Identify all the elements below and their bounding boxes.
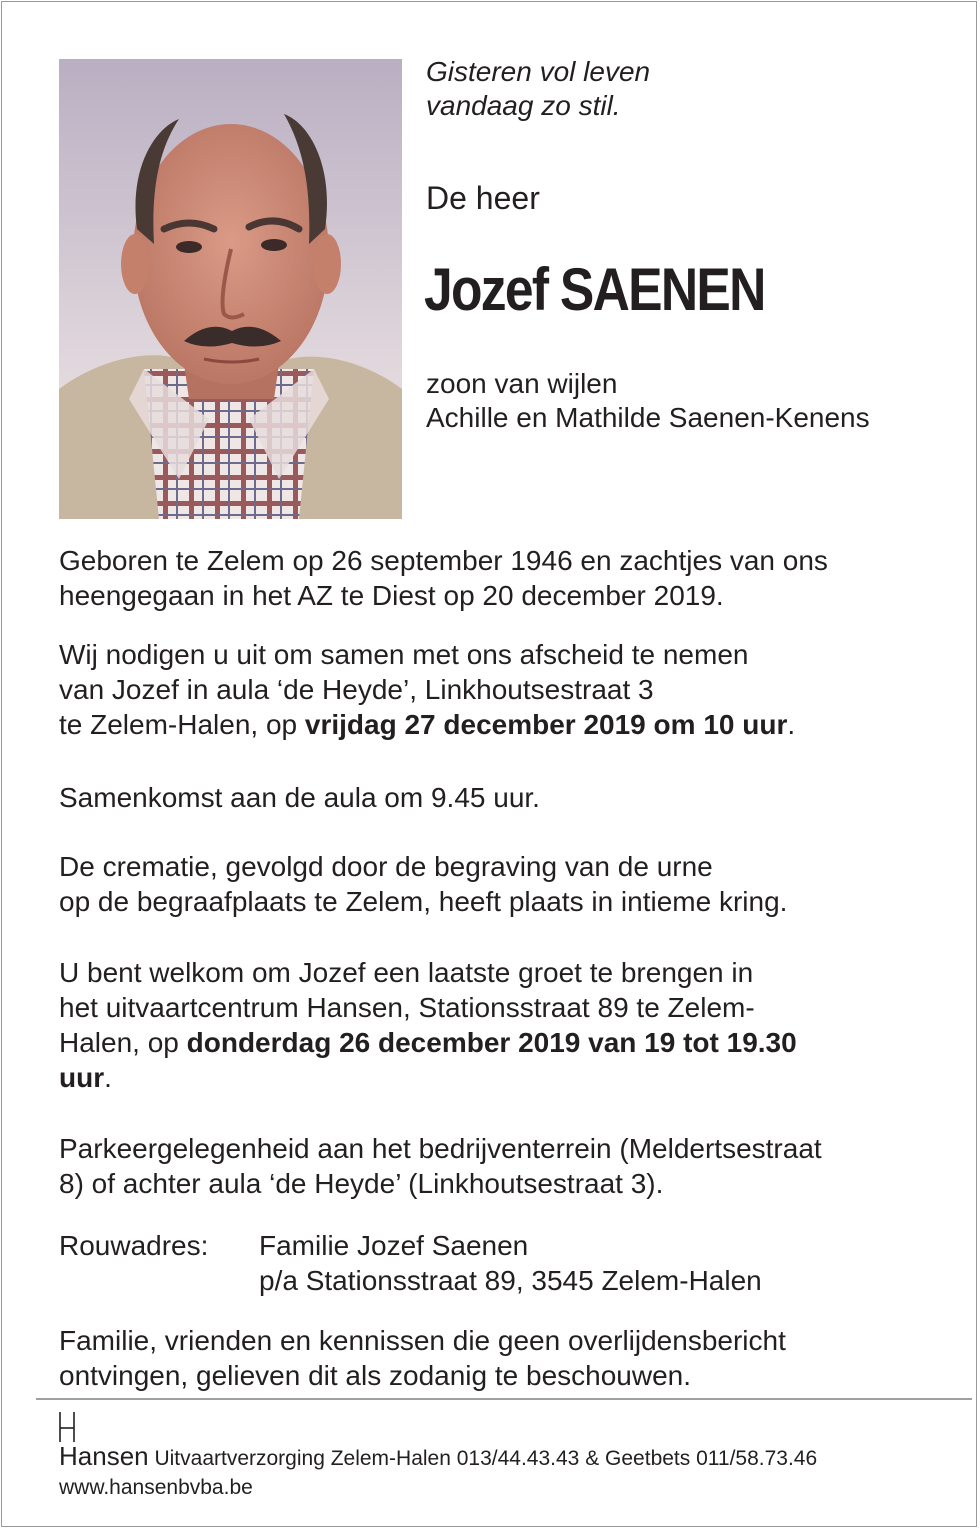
invitation-line-3 <box>59 707 929 742</box>
birth-line-2: heengegaan in het AZ te Diest op 20 december 2019. <box>59 580 724 611</box>
parents-line-1: zoon van wijlen <box>426 368 618 399</box>
parents-line-2: Achille en Mathilde Saenen-Kenens <box>426 402 870 433</box>
footer-divider <box>36 1398 972 1400</box>
brand-name: Hansen <box>59 1441 149 1471</box>
parents-info <box>426 367 870 435</box>
invitation-line-1: Wij nodigen u uit om samen met ons afscheid te nemen <box>59 639 749 670</box>
invitation-paragraph <box>59 637 929 742</box>
visitation-line-2: het uitvaartcentrum Hansen, Stationsstraat 89 te Zelem- <box>59 992 755 1023</box>
visitation-prefix: Halen, op <box>59 1027 187 1058</box>
notice-line-1: Familie, vrienden en kennissen die geen overlijdensbericht <box>59 1325 786 1356</box>
visitation-datetime: donderdag 26 december 2019 van 19 tot 19.30 <box>186 1027 797 1058</box>
visitation-line-1: U bent welkom om Jozef een laatste groet te brengen in <box>59 957 754 988</box>
address-line-2: p/a Stationsstraat 89, 3545 Zelem-Halen <box>259 1265 762 1296</box>
ceremony-datetime: vrijdag 27 december 2019 om 10 uur <box>304 709 788 740</box>
invitation-line-2: van Jozef in aula ‘de Heyde’, Linkhoutsestraat 3 <box>59 674 654 705</box>
visitation-suffix: . <box>104 1062 112 1093</box>
birth-paragraph <box>59 543 929 613</box>
cremation-line-1: De crematie, gevolgd door de begraving van de urne <box>59 851 713 882</box>
gathering-line: Samenkomst aan de aula om 9.45 uur. <box>59 782 540 813</box>
cremation-line-2: op de begraafplaats te Zelem, heeft plaats in intieme kring. <box>59 886 788 917</box>
deceased-name: Jozef SAENEN <box>424 256 765 323</box>
footer-line <box>59 1441 817 1474</box>
notice-line-2: ontvingen, gelieven dit als zodanig te beschouwen. <box>59 1360 691 1391</box>
visitation-datetime-end: uur <box>59 1062 105 1093</box>
parking-line-2: 8) of achter aula ‘de Heyde’ (Linkhoutsestraat 3). <box>59 1168 664 1199</box>
visitation-line-4 <box>59 1060 929 1095</box>
visitation-line-3 <box>59 1025 929 1060</box>
gathering-paragraph <box>59 780 929 815</box>
notice-paragraph <box>59 1323 929 1393</box>
parking-line-1: Parkeergelegenheid aan het bedrijventerrein (Meldertsestraat <box>59 1133 822 1164</box>
address-line-1: Familie Jozef Saenen <box>259 1230 529 1261</box>
invitation-suffix: . <box>787 709 796 740</box>
address-label: Rouwadres: <box>59 1230 209 1261</box>
opening-quote <box>426 55 650 123</box>
portrait-photo <box>59 59 402 519</box>
quote-line-2: vandaag zo stil. <box>426 90 621 121</box>
visitation-paragraph <box>59 955 929 1095</box>
birth-line-1: Geboren te Zelem op 26 september 1946 en zachtjes van ons <box>59 545 828 576</box>
cremation-paragraph <box>59 849 929 919</box>
address-lines <box>259 1228 762 1298</box>
parking-paragraph <box>59 1131 929 1201</box>
quote-line-1: Gisteren vol leven <box>426 56 651 87</box>
hansen-logo-icon <box>56 1410 80 1444</box>
footer-details: Uitvaartverzorging Zelem-Halen 013/44.43.43 & Geetbets 011/58.73.46 <box>154 1447 818 1470</box>
website-link[interactable]: www.hansenbvba.be <box>59 1476 253 1499</box>
honorific: De heer <box>426 180 540 216</box>
invitation-prefix: te Zelem-Halen, op <box>59 709 305 740</box>
